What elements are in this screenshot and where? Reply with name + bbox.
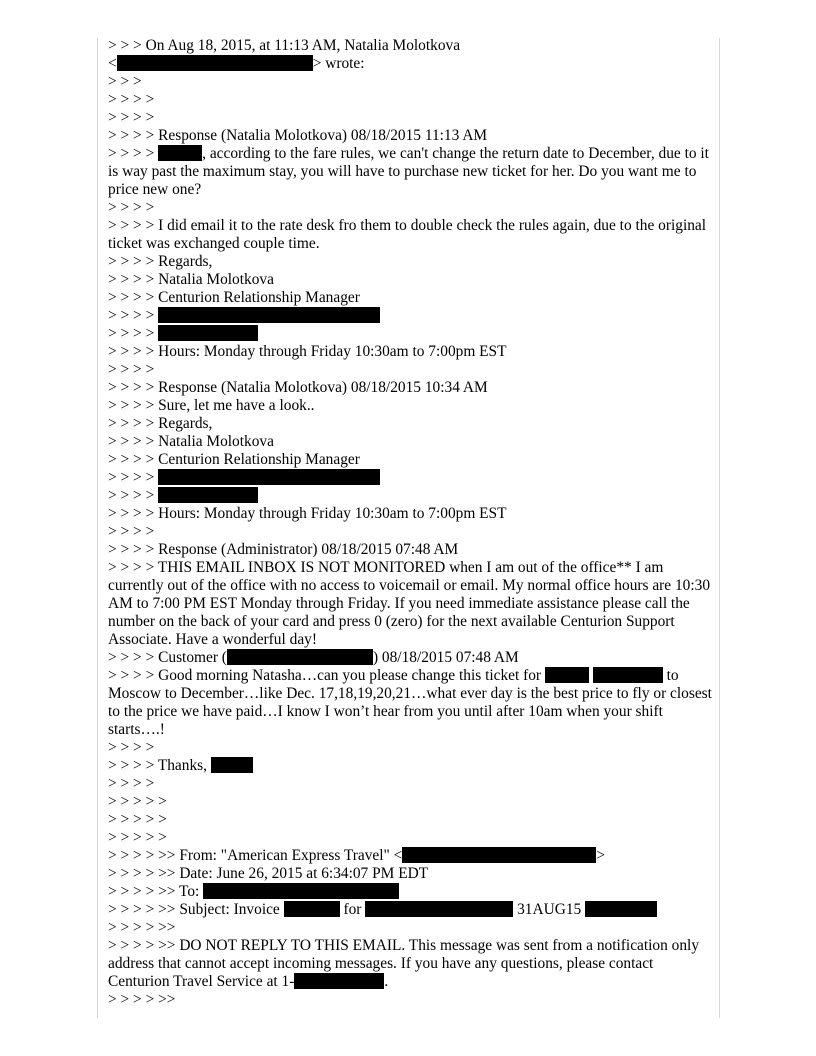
- email-line: [108, 469, 712, 487]
- redaction-box: [545, 667, 589, 683]
- redaction-box: [203, 883, 399, 899]
- email-line: [108, 127, 712, 145]
- email-line-text: > > > >: [108, 199, 155, 216]
- email-line: [108, 739, 712, 757]
- email-line-text: > > > > >: [108, 793, 167, 810]
- email-line: [108, 901, 712, 919]
- email-line: [108, 667, 716, 739]
- email-line-text: > > >: [108, 73, 142, 90]
- email-line: [108, 145, 712, 199]
- email-line: [108, 559, 712, 649]
- email-line: [108, 541, 712, 559]
- email-line-text: > > > >: [108, 775, 155, 792]
- email-line-text: > > > > Hours: Monday through Friday 10:30am to 7:00pm EST: [108, 505, 507, 522]
- email-line: [108, 289, 712, 307]
- email-line: [108, 361, 712, 379]
- email-line-text: > > > > Sure, let me have a look..: [108, 397, 315, 414]
- email-line-text: > > > >: [108, 307, 159, 324]
- email-line: [108, 307, 712, 325]
- email-line: [108, 937, 712, 991]
- email-line-text: <: [108, 55, 117, 72]
- email-line-text: > > > > >>: [108, 991, 176, 1008]
- email-line: [108, 865, 712, 883]
- email-line-text: > > > > Response (Natalia Molotkova) 08/18/2015 11:13 AM: [108, 127, 488, 144]
- email-line: [108, 883, 712, 901]
- page-left-border: [97, 38, 98, 1018]
- email-line-text: > > > > >> DO NOT REPLY TO THIS EMAIL. This message was sent from a notification only address that cannot accept incoming messages. If you have any questions, please contact Centurion Travel Service at 1-: [108, 937, 703, 990]
- email-line-text: > > > On Aug 18, 2015, at 11:13 AM, Natalia Molotkova: [108, 37, 461, 54]
- email-line: [108, 649, 712, 667]
- email-line: [108, 73, 712, 91]
- email-line-text: for: [339, 901, 366, 918]
- email-line-text: > > > >: [108, 523, 155, 540]
- redaction-box: [158, 469, 380, 485]
- email-line-text: > wrote:: [312, 55, 365, 72]
- redaction-box: [593, 667, 663, 683]
- email-line-text: > > > > >> From: "American Express Travel" <: [108, 847, 403, 864]
- email-line: [108, 487, 712, 505]
- email-line: [108, 523, 712, 541]
- email-line: [108, 109, 712, 127]
- email-line: [108, 847, 712, 865]
- email-line-text: > > > >: [108, 739, 155, 756]
- email-line: [108, 325, 712, 343]
- redaction-box: [284, 901, 340, 917]
- email-line: [108, 37, 712, 55]
- email-line: [108, 829, 712, 847]
- email-line-text: > > > >: [108, 469, 159, 486]
- email-line: [108, 379, 712, 397]
- email-line-text: > > > > Hours: Monday through Friday 10:30am to 7:00pm EST: [108, 343, 507, 360]
- email-line: [108, 199, 712, 217]
- redaction-box: [365, 901, 513, 917]
- email-line-text: > > > > Natalia Molotkova: [108, 433, 274, 450]
- redaction-box: [227, 649, 373, 665]
- email-line: [108, 793, 712, 811]
- email-line-text: 31AUG15: [513, 901, 586, 918]
- redaction-box: [402, 847, 596, 863]
- email-line-text: > > > >: [108, 325, 159, 342]
- email-line: [108, 991, 712, 1009]
- page-right-border: [719, 38, 720, 1018]
- email-line-text: > > > > Centurion Relationship Manager: [108, 289, 360, 306]
- email-line-text: > > > > Good morning Natasha…can you please change this ticket for: [108, 667, 545, 684]
- email-line-text: > > > > Response (Administrator) 08/18/2015 07:48 AM: [108, 541, 459, 558]
- email-line-text: ) 08/18/2015 07:48 AM: [372, 649, 519, 666]
- redaction-box: [158, 307, 380, 323]
- redaction-box: [294, 973, 384, 989]
- email-line: [108, 919, 712, 937]
- email-line: [108, 397, 712, 415]
- email-line-text: > > > >: [108, 109, 155, 126]
- email-line: [108, 217, 712, 253]
- redaction-box: [117, 55, 313, 71]
- redaction-box: [158, 325, 258, 341]
- email-line: [108, 451, 712, 469]
- email-line-text: > > > > Natalia Molotkova: [108, 271, 274, 288]
- email-line-text: > > > > THIS EMAIL INBOX IS NOT MONITORED when I am out of the office** I am currently out of the office with no access to voicemail or email. My normal office hours are 10:30 AM to 7:00 PM EST Monday through Friday. If you need immediate assistance please call the number on the back of your card and press 0 (zero) for the next available Centurion Support Associate. Have a wonderful day!: [108, 559, 714, 648]
- redaction-box: [211, 757, 253, 773]
- redaction-box: [158, 145, 202, 161]
- email-line: [108, 775, 712, 793]
- email-line-text: > > > > Regards,: [108, 253, 213, 270]
- email-line-text: > > > >: [108, 91, 155, 108]
- email-line-text: > > > > >>: [108, 919, 176, 936]
- email-line-text: > > > > >> To:: [108, 883, 204, 900]
- email-line: [108, 811, 712, 829]
- email-line: [108, 757, 712, 775]
- email-line-text: > > > > Thanks,: [108, 757, 211, 774]
- email-line-text: > > > > >> Subject: Invoice: [108, 901, 284, 918]
- email-line: [108, 271, 712, 289]
- email-line-text: > > > >: [108, 361, 155, 378]
- email-line-text: > > > > >: [108, 829, 167, 846]
- email-line-text: > > > > I did email it to the rate desk fro them to double check the rules again, due to the original ticket was exchanged couple time.: [108, 217, 710, 252]
- email-line-text: > > > > Customer (: [108, 649, 227, 666]
- email-line-text: , according to the fare rules, we can't change the return date to December, due to it is way past the maximum stay, you will have to purchase new ticket for her. Do you want me to price new one?: [108, 145, 713, 198]
- email-line: [108, 253, 712, 271]
- email-line-text: > > > >: [108, 487, 159, 504]
- email-line-text: > > > > Regards,: [108, 415, 213, 432]
- redaction-box: [158, 487, 258, 503]
- email-line-text: to Moscow to December…like Dec. 17,18,19,20,21…what ever day is the best price to fly or closest to the price we have paid…I know I won’t hear from you until after 10am when your shift starts….!: [108, 667, 716, 738]
- email-line-text: > > > > Centurion Relationship Manager: [108, 451, 360, 468]
- redaction-box: [585, 901, 657, 917]
- email-line-text: > > > > Response (Natalia Molotkova) 08/18/2015 10:34 AM: [108, 379, 488, 396]
- email-line: [108, 415, 712, 433]
- email-line-text: > > > >: [108, 145, 159, 162]
- email-line: [108, 55, 712, 73]
- email-line: [108, 91, 712, 109]
- email-line-text: > > > > >: [108, 811, 167, 828]
- email-line: [108, 433, 712, 451]
- email-line-text: .: [384, 973, 389, 990]
- email-thread-body: [108, 37, 716, 1009]
- email-line-text: >: [596, 847, 606, 864]
- email-line: [108, 505, 712, 523]
- email-line-text: > > > > >> Date: June 26, 2015 at 6:34:07 PM EDT: [108, 865, 429, 882]
- email-line: [108, 343, 712, 361]
